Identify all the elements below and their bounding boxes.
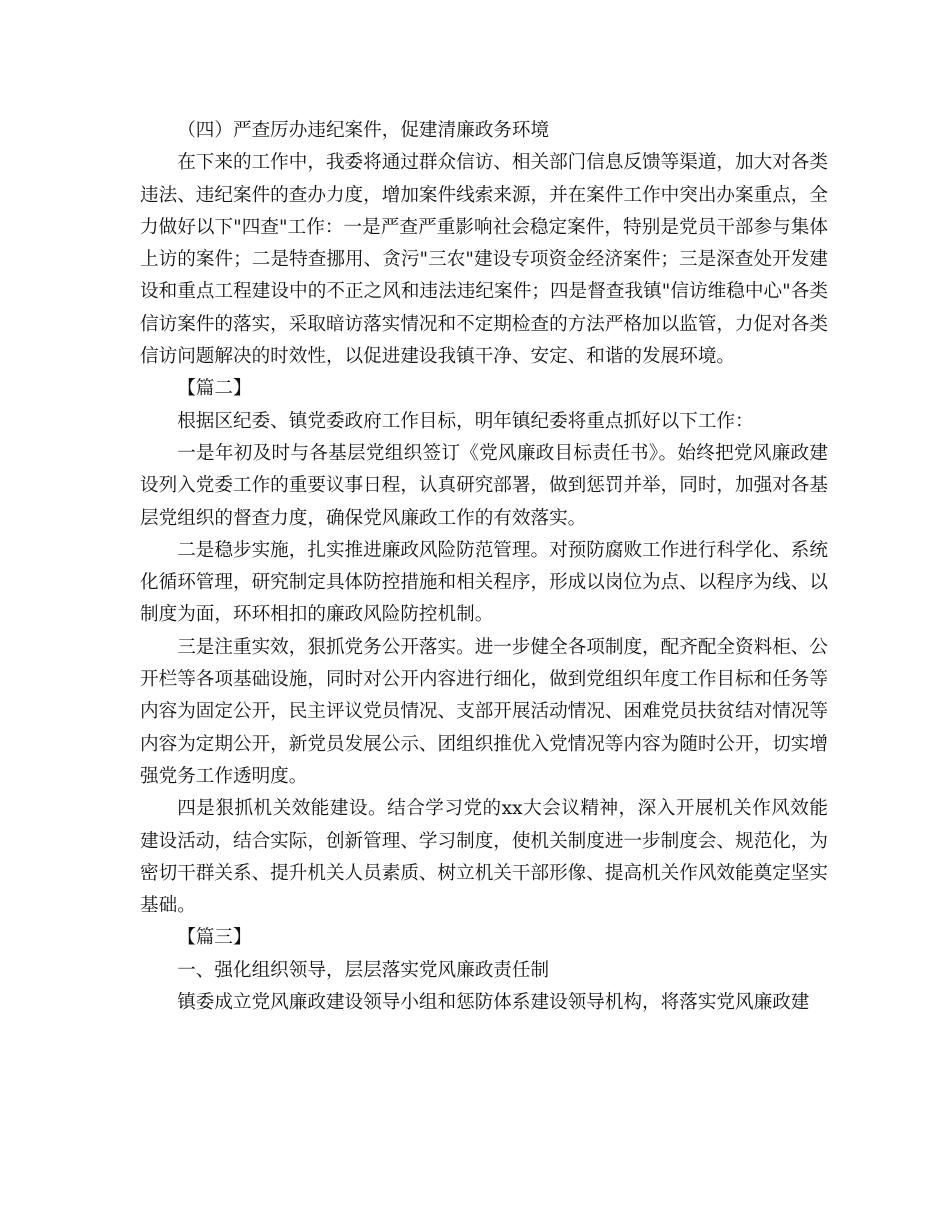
section-heading-part-three: 【篇三】 — [177, 927, 252, 949]
paragraph-leadership-group: 镇委成立党风廉政建设领导小组和惩防体系建设领导机构，将落实党风廉政建 — [177, 992, 810, 1014]
paragraph-item-one: 一是年初及时与各基层党组织签订《党风廉政目标责任书》。始终把党风廉政建设列入党委工作的重要议事日程，认真研究部署，做到惩罚并举，同时，加强对各基层党组织的督查力度，确保党风廉政工作的有效落实。 — [140, 442, 828, 529]
section-heading-part-two: 【篇二】 — [177, 378, 252, 400]
paragraph-item-four: 四是狠抓机关效能建设。结合学习党的xx大会议精神，深入开展机关作风效能建设活动，结合实际，创新管理、学习制度，使机关制度进一步制度会、规范化，为密切干群关系、提升机关人员素质、树立机关干部形像、提高机关作风效能奠定坚实基础。 — [140, 798, 828, 917]
subheading-organization: 一、强化组织领导，层层落实党风廉政责任制 — [177, 959, 550, 981]
section-heading-four: （四）严查厉办违纪案件，促建清廉政务环境 — [177, 120, 550, 141]
paragraph-work-goals: 根据区纪委、镇党委政府工作目标，明年镇纪委将重点抓好以下工作： — [177, 410, 754, 432]
paragraph-item-three: 三是注重实效，狠抓党务公开落实。进一步健全各项制度，配齐配全资料柜、公开栏等各项基础设施，同时对公开内容进行细化，做到党组织年度工作目标和任务等内容为固定公开，民主评议党员情况、支部开展活动情况、困难党员扶贫结对情况等内容为定期公开，新党员发展公示、团组织推优入党情况等内容为随时公开，切实增强党务工作透明度。 — [140, 636, 828, 787]
paragraph-four-checks: 在下来的工作中，我委将通过群众信访、相关部门信息反馈等渠道，加大对各类违法、违纪案件的查办力度，增加案件线索来源，并在案件工作中突出办案重点，全力做好以下"四查"工作：一是严查严重影响社会稳定案件，特别是党员干部参与集体上访的案件；二是特查挪用、贪污"三农"建设专项资金经济案件；三是深查处开发建设和重点工程建设中的不正之风和违法违纪案件；四是督查我镇"信访维稳中心"各类信访案件的落实，采取暗访落实情况和不定期检查的方法严格加以监管，力促对各类信访问题解决的时效性，以促进建设我镇干净、安定、和谐的发展环境。 — [140, 152, 828, 368]
document-page — [140, 115, 828, 1019]
paragraph-item-two: 二是稳步实施，扎实推进廉政风险防范管理。对预防腐败工作进行科学化、系统化循环管理，研究制定具体防控措施和相关程序，形成以岗位为点、以程序为线、以制度为面，环环相扣的廉政风险防控机制。 — [140, 539, 828, 626]
